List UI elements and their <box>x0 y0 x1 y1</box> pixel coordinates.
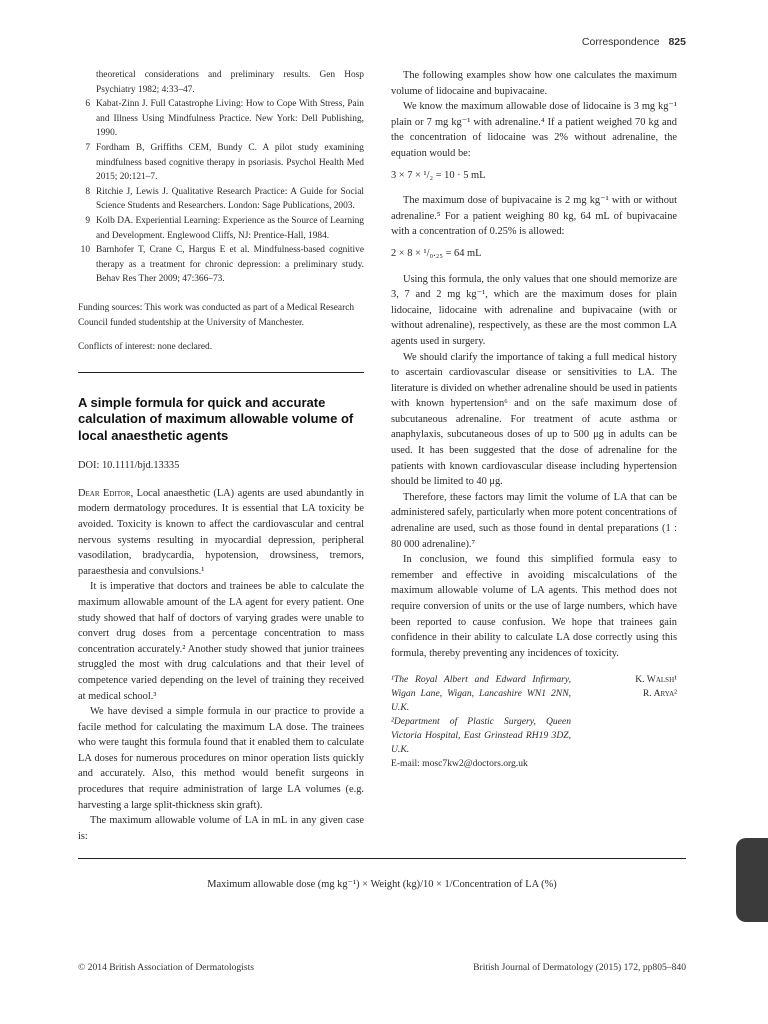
funding-statement: Funding sources: This work was conducted as part of a Medical Research Council funded studentship at the University of Manchester. <box>78 302 355 328</box>
article-doi: DOI: 10.1111/bjd.13335 <box>78 460 180 472</box>
affiliation-2: ²Department of Plastic Surgery, Queen Victoria Hospital, East Grinstead RH19 3DZ, U.K. <box>391 716 571 756</box>
conflicts-statement: Conflicts of interest: none declared. <box>78 342 213 353</box>
page-edge-tab <box>736 838 768 922</box>
body-paragraph: The maximum allowable volume of LA in mL in any given case is: <box>78 815 364 842</box>
reference-list <box>78 68 364 287</box>
reference-item: 6 Kabat-Zinn J. Full Catastrophe Living: How to Cope With Stress, Pain and Illness Using Mindfulness Practice. New York: Dell Publishing, 1990. <box>85 99 364 139</box>
reference-item: 8 Ritchie J, Lewis J. Qualitative Research Practice: A Guide for Social Science Students and Researchers. London: Sage Publications, 2003. <box>85 186 364 212</box>
body-paragraph: In conclusion, we found this simplified formula easy to remember and effective in avoiding miscalculations of the maximum allowable volume of LA agents. This method does not require conversion of units or the use of large numbers, which have been reported to cause confusion. We hope that trainees gain confidence in their ability to calculate LA dose correctly using this formula, thereby preventing any incidences of toxicity. <box>391 554 677 659</box>
right-column <box>391 68 677 771</box>
body-paragraph: The following examples show how one calculates the maximum volume of lidocaine and bupivacaine. <box>391 70 677 97</box>
header-section: Correspondence <box>581 36 660 48</box>
body-paragraph: Using this formula, the only values that one should memorize are 3, 7 and 2 mg kg⁻¹, which are the maximum doses for plain lidocaine, lidocaine with adrenaline and bupivacaine (with or without adrenaline), respectively, as these are the most common LA agents used in surgery. <box>391 273 677 347</box>
reference-item: 7 Fordham B, Griffiths CEM, Bundy C. A pilot study examining mindfulness based cognitive therapy in psoriasis. Psychol Health Med 2015; 20:121–7. <box>85 142 364 183</box>
equation-bupivacaine: 2 × 8 × ¹/₀.₂₅ = 64 mL <box>391 247 482 259</box>
body-paragraph: We have devised a simple formula in our practice to provide a facile method for calculating the maximum LA dose. The trainees who were taught this formula found that it enabled them to calculate LA doses for numerous procedures on minor operation lists quickly and accurately. Also, this method would benefit surgeons in procedures that require administration of large LA volumes (e.g. harvesting a large split-thickness skin graft). <box>78 706 364 811</box>
body-paragraph: We should clarify the importance of taking a full medical history to ascertain cardiovascular disease or sensitivities to LA. The literature is divided on whether adrenaline should be used in patients with known hypertension⁶ and on the safe maximum dose of subcutaneous adrenaline. For treatment of acute asthma or anaphylaxis, subcutaneous doses of up to 500 μg in adults can be used. It has been suggested that the dose of adrenaline for the patients with known cardiovascular disease including hypertension should be limited to 40 μg. <box>391 351 677 488</box>
article-title: A simple formula for quick and accurate calculation of maximum allowable volume of local anaesthetic agents <box>78 394 354 443</box>
correspondence-email: E-mail: mosc7kw2@doctors.org.uk <box>391 758 528 770</box>
body-paragraph: Therefore, these factors may limit the volume of LA that can be administered safely, particularly when more potent concentrations of adrenaline are used, such as those found in dental preparations (1 : 80 000 adrenaline).⁷ <box>391 491 677 550</box>
body-paragraph: It is imperative that doctors and trainees be able to calculate the maximum allowable amount of the LA agent for every patient. One study showed that half of doctors of varying grades were unable to convert drug doses from a percentage concentration to mass concentration accurately.² Another study showed that junior trainees struggled the most with drug calculations and that their level of competence varied depending on the level of training they received at medical school.³ <box>78 581 364 702</box>
reference-item: 10 Barnhofer T, Crane C, Hargus E et al. Mindfulness-based cognitive therapy as a treatment for chronic depression: a preliminary study. Behav Res Ther 2009; 47:366–73. <box>80 245 364 285</box>
formula-divider <box>78 858 686 859</box>
equation-lidocaine: 3 × 7 × ¹/₂ = 10 · 5 mL <box>391 169 486 181</box>
left-column <box>78 68 364 844</box>
formula-equation: Maximum allowable dose (mg kg⁻¹) × Weight (kg)/10 × 1/Concentration of LA (%) <box>207 879 557 890</box>
affiliation-1: ¹The Royal Albert and Edward Infirmary, Wigan Lane, Wigan, Lancashire WN1 2NN, U.K. <box>391 674 571 714</box>
author-2: R. Arya² <box>642 688 677 700</box>
body-paragraph: We know the maximum allowable dose of lidocaine is 3 mg kg⁻¹ plain or 7 mg kg⁻¹ with adrenaline.⁴ If a patient weighed 70 kg and the concentration of lidocaine was 2% without adrenaline, the equation would be: <box>391 101 677 159</box>
body-paragraph: The maximum dose of bupivacaine is 2 mg kg⁻¹ with or without adrenaline.⁵ For a patient weighing 80 kg, 64 mL of bupivacaine with a concentration of 0.25% is allowed: <box>391 195 677 238</box>
running-header <box>582 36 686 48</box>
footer-copyright: © 2014 British Association of Dermatologists <box>78 962 254 973</box>
header-page-number: 825 <box>668 36 686 48</box>
reference-item: 9 Kolb DA. Experiential Learning: Experience as the Source of Learning and Development. Englewood Cliffs, NJ: Prentice-Hall, 1984. <box>85 215 364 241</box>
reference-item: theoretical considerations and preliminary results. Gen Hosp Psychiatry 1982; 4:33–47. <box>96 70 364 95</box>
footer-journal: British Journal of Dermatology (2015) 172, pp805–840 <box>473 962 686 973</box>
author-1: K. Walsh¹ <box>635 674 677 686</box>
salutation: Dear Editor, <box>78 487 134 499</box>
author-affiliations <box>391 673 677 771</box>
body-paragraph: Dear Editor, Local anaesthetic (LA) agents are used abundantly in modern dermatology procedures. It is essential that LA toxicity be avoided. Toxicity is known to affect the cardiovascular and central nervous systems resulting in myocardial depression, peripheral vasodilation, bradycardia, hypotension, drowsiness, tremors, paraesthesia and convulsions.¹ <box>78 487 364 577</box>
